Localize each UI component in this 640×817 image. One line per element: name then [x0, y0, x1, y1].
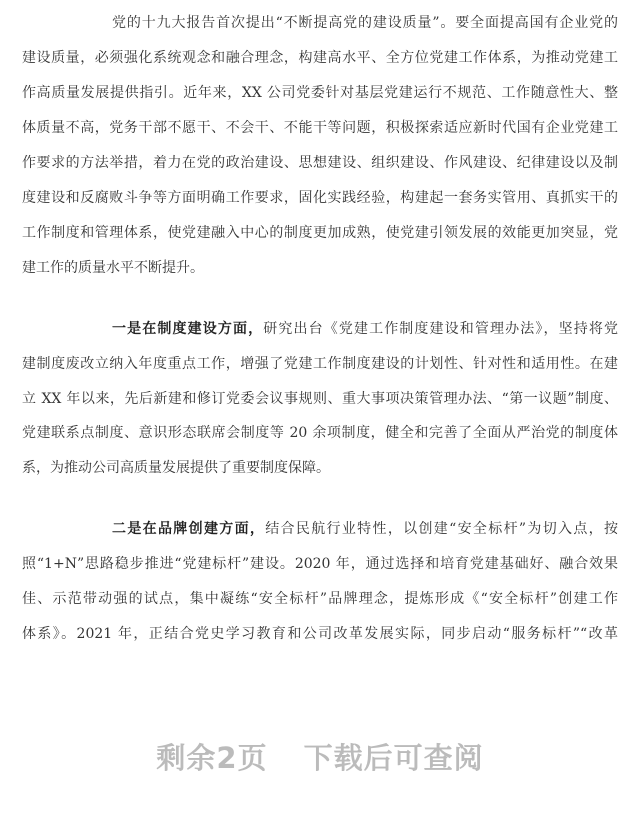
download-to-view-label: 下载后可查阅 [303, 741, 484, 775]
paragraph-1-line-5: 作要求的方法举措，着力在党的政治建设、思想建设、组织建设、作风建设、纪律建设以及制 [22, 155, 618, 171]
paragraph-2-lead: 一是在制度建设方面， [112, 321, 264, 337]
paragraph-2-line-3: 立 XX 年以来，先后新建和修订党委会议事规则、重大事项决策管理办法、“第一议题”制度、 [22, 391, 618, 407]
paragraph-3-line-1 [112, 520, 618, 538]
remaining-pages-label: 剩余2页 [156, 741, 268, 775]
paragraph-2-line-1-text: 研究出台《党建工作制度建设和管理办法》，坚持将党 [263, 321, 619, 337]
paragraph-1-line-1: 党的十九大报告首次提出“不断提高党的建设质量”。要全面提高国有企业党的 [112, 15, 618, 31]
paragraph-1-line-6: 度建设和反腐败斗争等方面明确工作要求，固化实践经验，构建起一套务实管用、真抓实干的 [22, 190, 618, 206]
preview-limit-banner [0, 736, 640, 777]
paragraph-2-line-4: 党建联系点制度、意识形态联席会制度等 20 余项制度，健全和完善了全面从严治党的制度体 [22, 425, 618, 441]
paragraph-1-line-3: 作高质量发展提供指引。近年来，XX 公司党委针对基层党建运行不规范、工作随意性大、整 [22, 85, 618, 101]
paragraph-3-line-4: 体系》。2021 年，正结合党史学习教育和公司改革发展实际，同步启动“服务标杆”“改革 [22, 626, 618, 642]
paragraph-2-line-2: 建制度废改立纳入年度重点工作，增强了党建工作制度建设的计划性、针对性和适用性。在建 [22, 356, 618, 372]
paragraph-1-line-8: 建工作的质量水平不断提升。 [22, 260, 204, 276]
paragraph-3-line-3: 佳、示范带动强的试点，集中凝练“安全标杆”品牌理念，提炼形成《“安全标杆”创建工作 [22, 591, 618, 607]
paragraph-3-line-2: 照“1+N”思路稳步推进“党建标杆”建设。2020 年，通过选择和培育党建基础好、融合效果 [22, 556, 618, 572]
paragraph-2-line-5: 系，为推动公司高质量发展提供了重要制度保障。 [22, 460, 330, 476]
paragraph-3-lead: 二是在品牌创建方面， [112, 521, 266, 537]
paragraph-3-line-1-text: 结合民航行业特性，以创建“安全标杆”为切入点，按 [265, 521, 618, 537]
paragraph-1-line-2: 建设质量，必须强化系统观念和融合理念，构建高水平、全方位党建工作体系，为推动党建工 [22, 50, 618, 66]
paragraph-1-line-4: 体质量不高，党务干部不愿干、不会干、不能干等问题，积极探索适应新时代国有企业党建工 [22, 120, 618, 136]
paragraph-1-line-7: 工作制度和管理体系，使党建融入中心的制度更加成熟，使党建引领发展的效能更加突显，党 [22, 225, 618, 241]
paragraph-2-line-1 [112, 320, 618, 338]
